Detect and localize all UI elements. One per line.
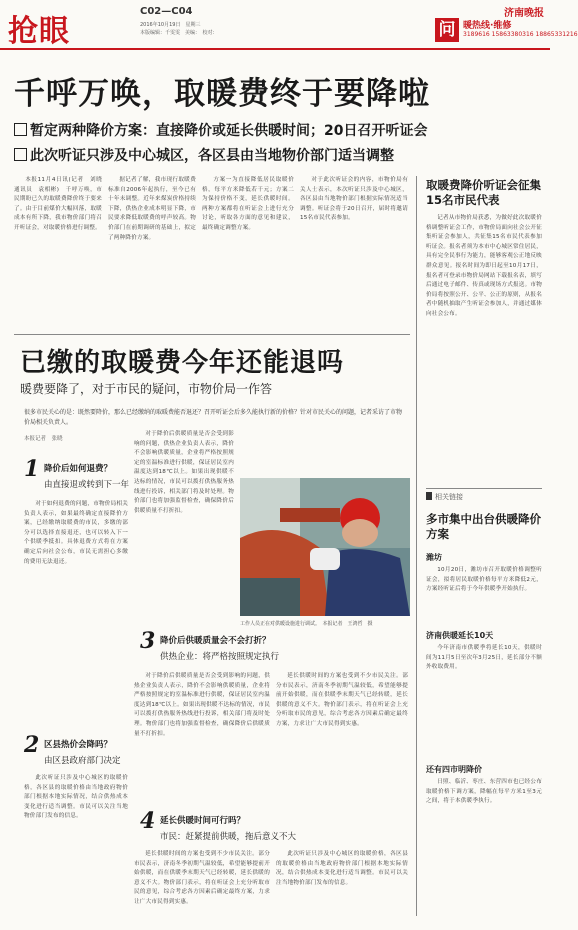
q1-title: 降价后如何退费？ xyxy=(44,464,113,474)
bullet-box-icon xyxy=(14,148,27,161)
heating-worker-photo xyxy=(240,478,410,616)
q4-number: 4 xyxy=(140,808,156,834)
q4-body-cont: 此次听证只涉及中心城区的取暖价格，各区县的取暖价格由当地政府物价部门根据本地实际情况，结合供热成本变化进行适当调整。市民可以关注当地物价部门发布的信息。 xyxy=(276,851,408,886)
city3-body xyxy=(426,778,542,918)
article-column-1 xyxy=(14,176,108,330)
q1-answer: 由直接退或转到下一年 xyxy=(44,480,130,490)
city1-body xyxy=(426,566,542,624)
sidebar-rule xyxy=(426,488,542,489)
city2-body-text: 今年济南市供暖季将延长10天，供暖时间为11月5日至次年3月25日，延长部分不额外收取费用。 xyxy=(426,645,542,671)
q3-col-a xyxy=(134,672,270,812)
q4-body-text: 延长供暖时间的方案也受到不少市民关注。部分市民表示，济南冬季初期气温较低，希望能够提前开始供暖，而在供暖季末期天气已经转暖，延长供暖的意义不大。物价部门表示，将在听证会上充分听取市民的意见，综合考虑各方因素后确定最终方案，力求让广大市民得到实惠。 xyxy=(134,851,270,905)
column-1-text: 本报11月4日讯(记者 刘晓 通讯员 袁相彬) 千呼万唤，市民期盼已久的取暖费降价终于要来了。由于目前煤价大幅回落，取暖成本有所下降，我市物价部门将召开听证会，对取暖价格进行调整。 xyxy=(14,177,108,231)
ad-title: 暖热线·维修 xyxy=(463,21,512,31)
main-headline: 千呼万唤，取暖费终于要降啦 xyxy=(14,76,430,112)
city2-title: 济南供暖延长10天 xyxy=(426,631,494,640)
q3-number: 3 xyxy=(140,628,156,654)
q2-answer: 由区县政府部门决定 xyxy=(44,756,121,766)
second-byline: 本报记者 张晓 xyxy=(24,436,63,442)
column-3-text: 方案一为直接降低居民取暖价格，每平方米降低若干元；方案二为保持价格不变，延长供暖时间。两种方案都将在听证会上进行充分讨论，听取各方面的意见和建议，最终确定调整方案。 xyxy=(202,177,294,231)
section-rule xyxy=(14,334,410,335)
q4-col-a xyxy=(134,850,270,920)
q4-title: 延长供暖时间可行吗？ xyxy=(160,816,246,826)
city1-body-text: 10月20日，潍坊市召开取暖价格调整听证会，拟将居民取暖价格每平方米降低2元，方案经听证后将于今年供暖季开始执行。 xyxy=(426,567,542,593)
sidebar-body-text: 记者从市物价局获悉，为做好此次取暖价格调整听证会工作，市物价局面向社会公开征集听证会参加人，共征集15名市民代表参加听证会。报名者须为本市中心城区常住居民，具有完全民事行为能力，能够客观公正地反映群众意见。报名时间为即日起至10月17日，报名者可登录市物价局网站下载报名表，填写后通过电子邮件、传真或现场方式报送。市物价局将按照公开、公平、公正的原则，从报名者中随机抽取产生听证会参加人，并通过媒体向社会公布。 xyxy=(426,215,542,317)
subheadline-1 xyxy=(14,120,427,140)
q3-col-b xyxy=(276,672,408,812)
related-title: 多市集中出台供暖降价方案 xyxy=(426,512,541,541)
article-column-4 xyxy=(300,176,408,330)
ad-phone: 3189616 15863380316 18865331216 xyxy=(463,31,578,38)
q3-answer: 供热企业：将严格按照规定执行 xyxy=(160,652,280,662)
section-logo: 抢眼 xyxy=(8,14,70,49)
photo-illustration xyxy=(240,478,410,616)
ad-banner xyxy=(435,18,578,42)
bullet-box-icon xyxy=(14,123,27,136)
q2-title: 区县热价会降吗？ xyxy=(44,740,113,750)
issue-date: 2016年10月19日 星期三 xyxy=(140,22,201,28)
subheadline-1-text: 暂定两种降价方案：直接降价或延长供暖时间；20日召开听证会 xyxy=(30,123,428,139)
q2-body xyxy=(24,774,128,920)
city2-body xyxy=(426,644,542,758)
column-4-text: 对于此次听证会的内容，市物价局有关人士表示，本次听证只涉及中心城区，各区县由当地物价部门根据实际情况适当调整。听证会将于20日召开，届时将邀请15名市民代表参加。 xyxy=(300,177,408,222)
photo-caption: 工作人员正在对供暖设施进行调试。 本报记者 王鸿哲 摄 xyxy=(240,621,373,627)
q3-body-text: 对于降价后供暖质量是否会受到影响的问题，供热企业负责人表示，降价不会影响供暖质量，企业将严格按照规定的室温标准进行供暖，保证居民室内温度达到18℃以上。如果出现供暖不达标的情况，市民可以拨打供热服务热线进行投诉，相关部门将及时处理。物价部门也将加强监督检查，确保降价后供暖质量不打折扣。 xyxy=(134,673,270,737)
city1-title: 潍坊 xyxy=(426,553,442,562)
q1-body-text: 对于如何退费的问题，市物价局相关负责人表示，如果最终确定直接降价方案，已经缴纳取暖费的市民，多缴的部分可以选择直接退还，也可以转入下一个供暖季抵扣。具体退费方式将在方案确定后向社会公布，市民无需担心多缴的费用无法退还。 xyxy=(24,501,128,565)
tag-marker-icon xyxy=(426,492,432,500)
ad-glyph: 问 xyxy=(435,18,459,42)
sidebar-body xyxy=(426,214,542,486)
related-tag-text: 相关链接 xyxy=(435,493,463,501)
q2-number: 2 xyxy=(24,732,40,758)
q1-number: 1 xyxy=(24,456,40,482)
article-column-2 xyxy=(108,176,196,330)
q3-title: 降价后供暖质量会不会打折？ xyxy=(160,636,271,646)
sidebar-title: 取暖费降价听证会征集15名市民代表 xyxy=(426,178,541,207)
subheadline-2-text: 此次听证只涉及中心城区，各区县由当地物价部门适当调整 xyxy=(30,148,394,164)
second-lead: 很多市民关心的是：既然要降价，那么已经缴纳的取暖费能否退还？召开听证会后多久能执行新的价格？针对市民关心的问题，记者采访了市物价局相关负责人。 xyxy=(24,409,403,426)
editor-line: 本版编辑：千雯雯 美编： 校对： xyxy=(140,30,218,36)
sidebar-divider xyxy=(416,176,417,916)
middle-column-body: 对于降价后供暖质量是否会受到影响的问题，供热企业负责人表示，降价不会影响供暖质量，企业将严格按照规定的室温标准进行供暖，保证居民室内温度达到18℃以上。如果出现供暖不达标的情况，市民可以拨打供热服务热线进行投诉，相关部门将及时处理。物价部门也将加强监督检查，确保降价后供暖质量不打折扣。 xyxy=(134,431,234,514)
q1-body xyxy=(24,500,128,728)
q4-answer: 市民：赶紧提前供暖，拖后意义不大 xyxy=(160,832,297,842)
middle-column-text xyxy=(134,430,234,608)
q4-col-b xyxy=(276,850,408,920)
related-tag xyxy=(426,492,463,502)
city3-title: 还有四市明降价 xyxy=(426,765,482,774)
issue-meta xyxy=(140,21,250,37)
second-subheadline: 暖费要降了，对于市民的疑问，市物价局一作答 xyxy=(20,382,273,396)
city3-body-text: 日照、临沂、枣庄、东营四市也已经公布取暖价格下调方案，降幅在每平方米1至3元之间，将于本供暖季执行。 xyxy=(426,779,542,805)
newspaper-name: 济南晚报 xyxy=(504,8,544,19)
page-code: C02—C04 xyxy=(140,6,193,17)
subheadline-2 xyxy=(14,145,394,165)
q3-body-cont: 延长供暖时间的方案也受到不少市民关注。部分市民表示，济南冬季初期气温较低，希望能够提前开始供暖，而在供暖季末期天气已经转暖，延长供暖的意义不大。物价部门表示，将在听证会上充分听取市民的意见，综合考虑各方因素后确定最终方案，力求让广大市民得到实惠。 xyxy=(276,673,408,727)
second-headline: 已缴的取暖费今年还能退吗 xyxy=(20,348,345,378)
q2-body-text: 此次听证只涉及中心城区的取暖价格，各区县的取暖价格由当地政府物价部门根据本地实际情况，结合供热成本变化进行适当调整。市民可以关注当地物价部门发布的信息。 xyxy=(24,775,128,820)
article-column-3 xyxy=(202,176,294,330)
column-2-text: 据记者了解，我市现行取暖费标准自2006年起执行，至今已有十年未调整。近年来煤炭价格持续下降，供热企业成本明显下降，市民要求降低取暖费的呼声较高。物价部门在前期调研的基础上，拟定了两种降价方案。 xyxy=(108,177,196,241)
